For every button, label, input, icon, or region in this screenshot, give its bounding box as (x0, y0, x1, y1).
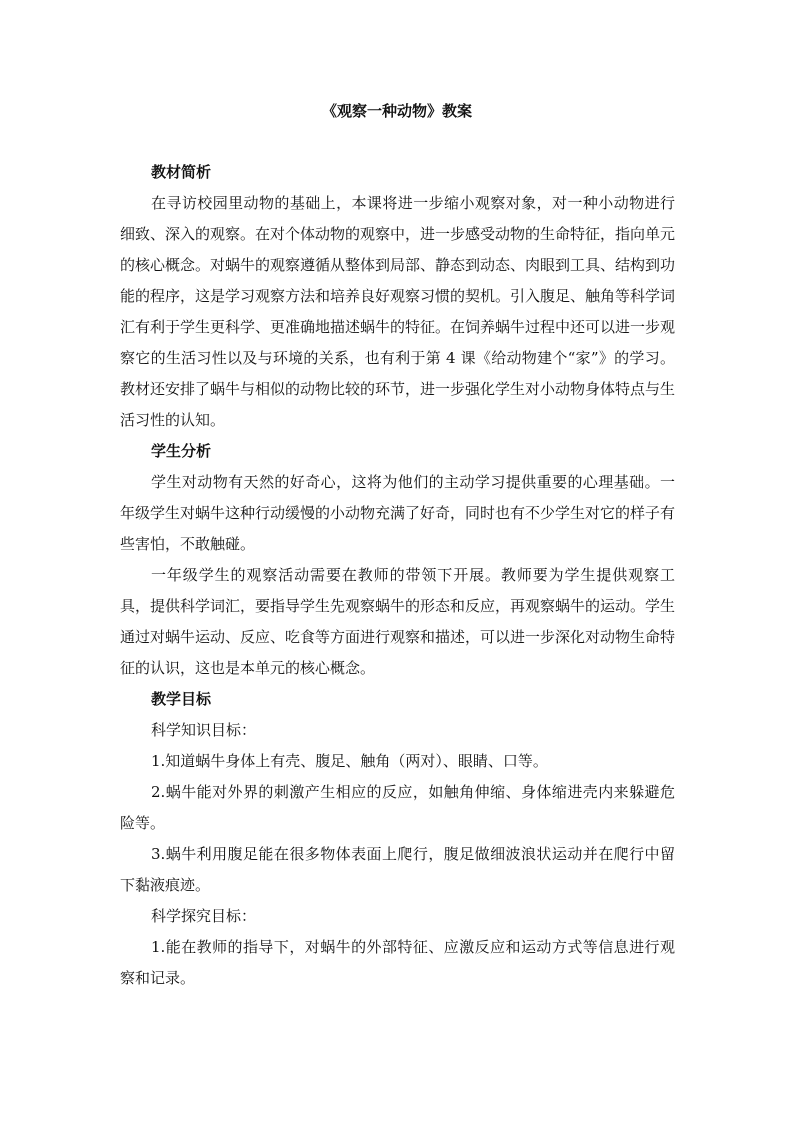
paragraph: 科学知识目标： (151, 721, 257, 739)
paragraph: 学生对动物有天然的好奇心，这将为他们的主动学习提供重要的心理基础。一年级学生对蜗牛这种行动缓慢的小动物充满了好奇，同时也有不少学生对它的样子有些害怕，不敢触碰。 (120, 473, 676, 553)
document-body (120, 157, 675, 994)
paragraph: 1.知道蜗牛身体上有壳、腹足、触角（两对）、眼睛、口等。 (151, 752, 548, 770)
paragraph: 3.蜗牛利用腹足能在很多物体表面上爬行，腹足做细波浪状运动并在爬行中留下黏液痕迹。 (120, 845, 675, 894)
paragraph: 1.能在教师的指导下，对蜗牛的外部特征、应激反应和运动方式等信息进行观察和记录。 (120, 938, 675, 987)
paragraph: 2.蜗牛能对外界的刺激产生相应的反应，如触角伸缩、身体缩进壳内来躲避危险等。 (120, 783, 675, 832)
paragraph: 在寻访校园里动物的基础上，本课将进一步缩小观察对象，对一种小动物进行细致、深入的观察。在对个体动物的观察中，进一步感受动物的生命特征，指向单元的核心概念。对蜗牛的观察遵循从整体到局部、静态到动态、肉眼到工具、结构到功能的程序，这是学习观察方法和培养良好观察习惯的契机。引入腹足、触角等科学词汇有利于学生更科学、更准确地描述蜗牛的特征。在饲养蜗牛过程中还可以进一步观察它的生活习性以及与环境的关系，也有利于第 4 课《给动物建个“家”》的学习。教材还安排了蜗牛与相似的动物比较的环节，进一步强化学生对小动物身体特点与生活习性的认知。 (120, 194, 676, 429)
section-heading-textbook-analysis: 教材简析 (151, 163, 212, 181)
paragraph: 科学探究目标： (151, 907, 257, 925)
paragraph: 一年级学生的观察活动需要在教师的带领下开展。教师要为学生提供观察工具，提供科学词汇，要指导学生先观察蜗牛的形态和反应，再观察蜗牛的运动。学生通过对蜗牛运动、反应、吃食等方面进行观察和描述，可以进一步深化对动物生命特征的认识，这也是本单元的核心概念。 (120, 566, 676, 677)
document-title: 《观察一种动物》教案 (321, 102, 472, 120)
section-heading-student-analysis: 学生分析 (151, 442, 212, 460)
section-heading-teaching-goals: 教学目标 (151, 690, 212, 708)
